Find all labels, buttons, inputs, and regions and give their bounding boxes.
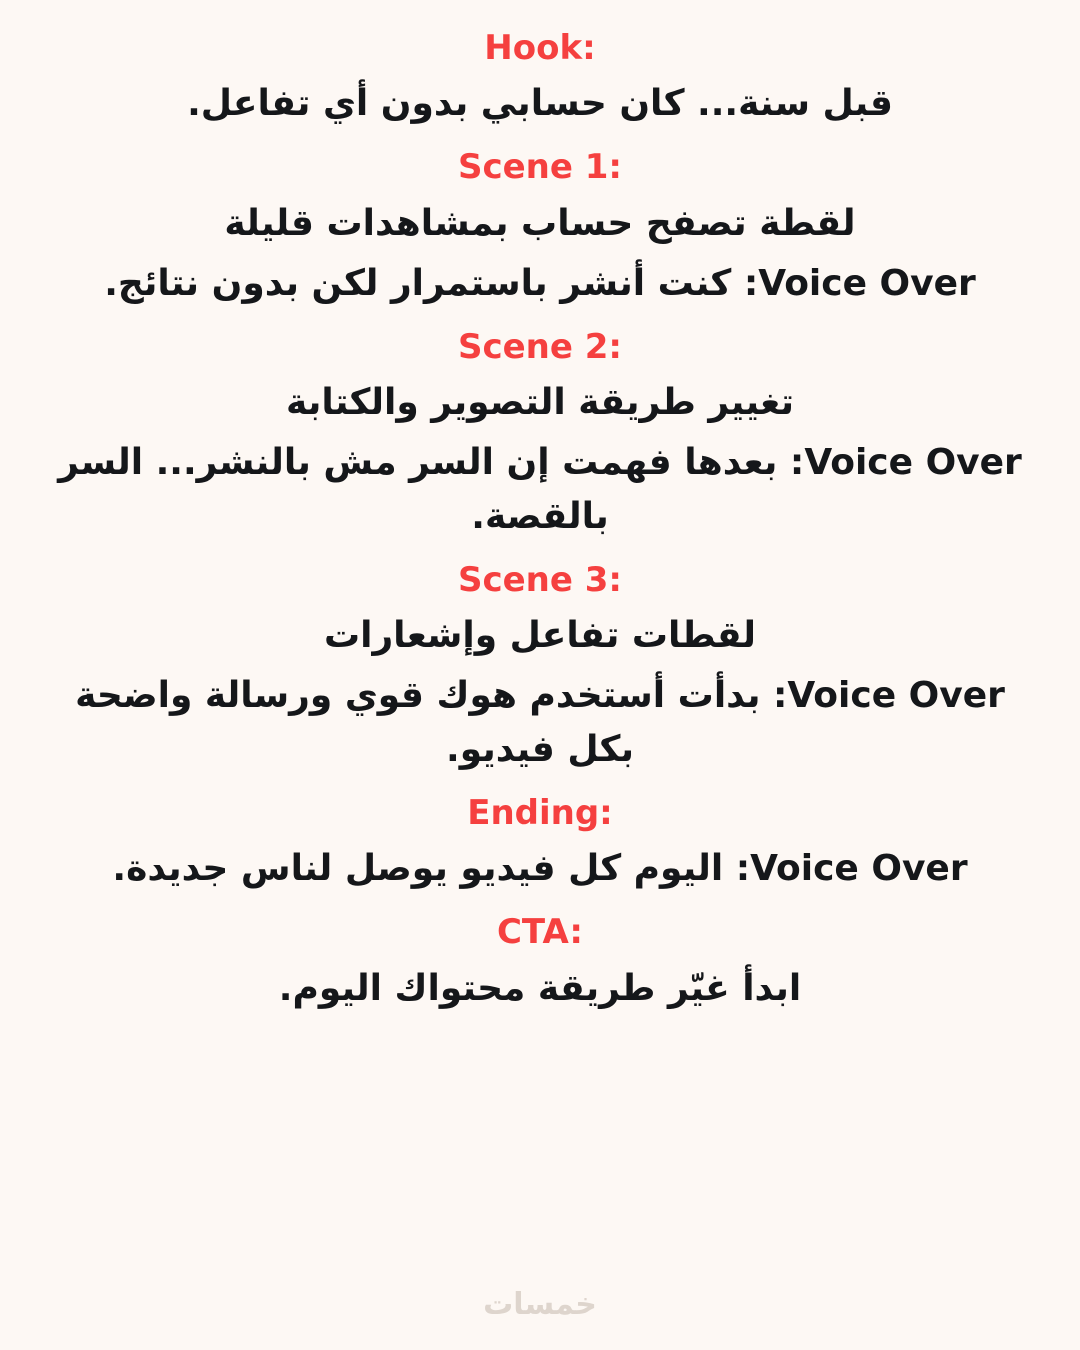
section-line-scene-1-2: Voice Over: كنت أنشر باستمرار لكن بدون نتائج.: [104, 262, 976, 304]
section-cta: [40, 902, 1040, 1021]
watermark: خمسات: [483, 1287, 597, 1322]
section-scene-1: [40, 137, 1040, 316]
section-label-scene-1: Scene 1:: [457, 147, 623, 188]
section-line-ending-1: Voice Over: اليوم كل فيديو يوصل لناس جديدة.: [112, 848, 968, 890]
section-line-scene-1-1: لقطة تصفح حساب بمشاهدات قليلة: [224, 202, 856, 244]
section-line-scene-2-1: تغيير طريقة التصوير والكتابة: [285, 381, 795, 423]
section-ending: [40, 783, 1040, 902]
section-line-scene-2-2: Voice Over: بعدها فهمت إن السر مش بالنشر... السر بالقصة.: [58, 441, 1022, 537]
section-label-scene-3: Scene 3:: [457, 559, 623, 600]
section-scene-3: [40, 550, 1040, 783]
section-label-ending: Ending:: [467, 793, 613, 834]
section-scene-2: [40, 317, 1040, 550]
section-label-scene-2: Scene 2:: [457, 326, 623, 367]
section-label-cta: CTA:: [496, 912, 584, 953]
section-line-scene-3-1: لقطات تفاعل وإشعارات: [323, 615, 757, 657]
section-hook: [40, 18, 1040, 137]
section-line-scene-3-2: Voice Over: بدأت أستخدم هوك قوي ورسالة واضحة بكل فيديو.: [75, 675, 1005, 771]
section-label-hook: Hook:: [484, 28, 596, 68]
section-line-hook-1: قبل سنة... كان حسابي بدون أي تفاعل.: [187, 83, 893, 125]
section-line-cta-1: ابدأ غيّر طريقة محتواك اليوم.: [278, 967, 802, 1009]
